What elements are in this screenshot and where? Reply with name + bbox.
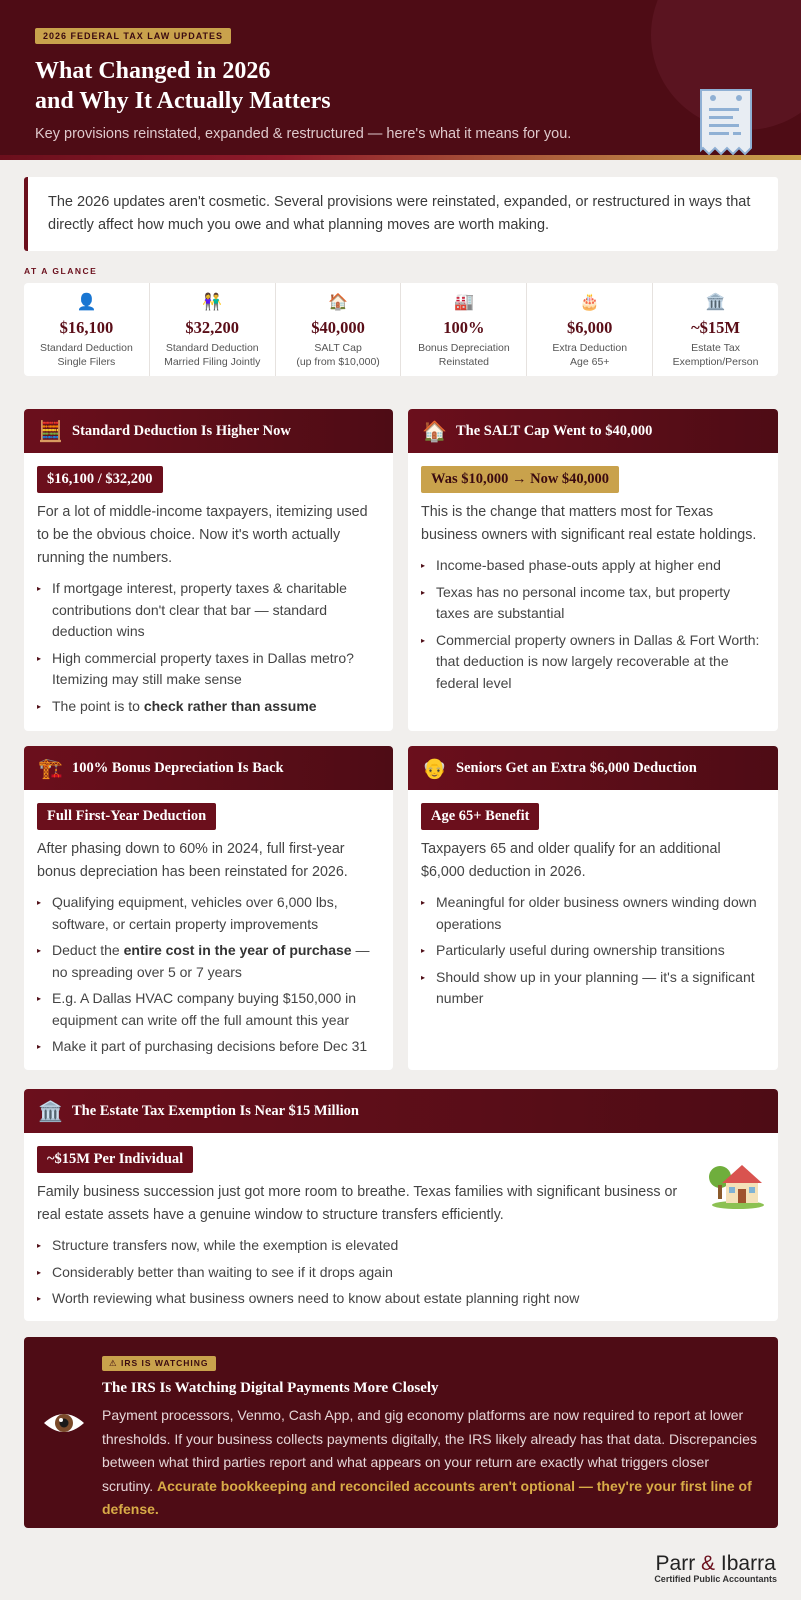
card-paragraph: For a lot of middle-income taxpayers, itemizing used to be the obvious choice. Now it's worth actually running the numbers. <box>37 504 368 566</box>
couple-icon: 👫 <box>202 294 223 311</box>
irs-text: Payment processors, Venmo, Cash App, and gig economy platforms are now required to report at lower thresholds. If your business collects payments digitally, the IRS likely already has that data. Discrepancies between what third parties report and what appears on your return are exactly what triggers closer scrutiny. Accurate bookkeeping and reconciled accounts aren't optional — they're your first line of defense. <box>102 1407 757 1517</box>
logo-name: Parr & Ibarra <box>655 1552 776 1575</box>
house-icon: 🏠 <box>422 420 447 443</box>
card-paragraph: Family business succession just got more room to breathe. Texas families with significant business or real estate assets have a genuine window to structure transfers efficiently. <box>37 1184 678 1223</box>
card-header <box>24 1089 778 1133</box>
list-item: ▸ Meaningful for older business owners winding down operations <box>421 892 765 935</box>
bullet-list <box>37 892 380 1058</box>
card-header <box>408 746 778 790</box>
list-item: ▸ Considerably better than waiting to see if it drops again <box>37 1262 688 1284</box>
card-title: Seniors Get an Extra $6,000 Deduction <box>456 759 697 776</box>
stat-label: SALT Cap (up from $10,000) <box>296 342 380 368</box>
bank-building-icon: 🏛️ <box>38 1100 63 1123</box>
list-item: ▸ Should show up in your planning — it's a significant number <box>421 967 765 1010</box>
intro-callout: The 2026 updates aren't cosmetic. Several provisions were reinstated, expanded, or restructured in ways that directly affect how much you owe and what planning moves are worth making. <box>24 177 778 251</box>
glance-stats <box>24 283 778 376</box>
irs-title: The IRS Is Watching Digital Payments More Closely <box>102 1380 439 1396</box>
card-badge: ~$15M Per Individual <box>37 1146 193 1173</box>
stat-value: 100% <box>443 318 485 337</box>
card-seniors <box>408 746 778 1070</box>
list-item: ▸ Qualifying equipment, vehicles over 6,000 lbs, software, or certain property improvements <box>37 892 380 935</box>
construction-crane-icon: 🏗️ <box>38 757 63 780</box>
irs-callout <box>24 1337 778 1528</box>
stat-salt-cap <box>276 283 402 376</box>
stat-estate-tax <box>653 283 778 376</box>
stat-label: Extra Deduction Age 65+ <box>552 342 628 368</box>
stat-value: $16,100 <box>59 318 114 337</box>
stat-standard-married <box>150 283 276 376</box>
bullet-list <box>421 555 765 694</box>
list-item: ▸ If mortgage interest, property taxes & charitable contributions don't clear that bar — standard deduction wins <box>37 578 380 643</box>
list-item: ▸ Commercial property owners in Dallas & Fort Worth: that deduction is now largely recoverable at the federal level <box>421 630 765 695</box>
card-paragraph: After phasing down to 60% in 2024, full first-year bonus depreciation has been reinstated for 2026. <box>37 841 348 880</box>
card-header <box>24 409 393 453</box>
card-header <box>24 746 393 790</box>
stat-value: $40,000 <box>311 318 365 337</box>
stat-bonus-depreciation <box>401 283 527 376</box>
card-title: 100% Bonus Depreciation Is Back <box>72 759 284 776</box>
bank-building-icon: 🏛️ <box>705 294 726 311</box>
stat-standard-single <box>24 283 150 376</box>
card-standard-deduction <box>24 409 393 731</box>
page-title: What Changed in 2026 and Why It Actually Matters <box>35 58 331 114</box>
stat-label: Bonus Depreciation Reinstated <box>418 342 510 368</box>
list-item: ▸ E.g. A Dallas HVAC company buying $150,000 in equipment can write off the full amount this year <box>37 988 380 1031</box>
company-logo <box>654 1552 777 1584</box>
factory-icon: 🏭 <box>453 294 474 311</box>
stat-value: $32,200 <box>185 318 240 337</box>
card-title: The SALT Cap Went to $40,000 <box>456 422 653 439</box>
irs-tag: ⚠ IRS IS WATCHING <box>102 1356 216 1371</box>
card-badge: Age 65+ Benefit <box>421 803 539 830</box>
glance-label: AT A GLANCE <box>24 266 98 276</box>
list-item: ▸ Particularly useful during ownership transitions <box>421 940 765 962</box>
house-icon: 🏠 <box>328 294 349 311</box>
card-badge: Full First-Year Deduction <box>37 803 216 830</box>
bullet-list <box>37 578 380 717</box>
single-person-icon: 👤 <box>76 294 97 311</box>
bullet-list <box>37 1235 688 1310</box>
page-subtitle: Key provisions reinstated, expanded & restructured — here's what it means for you. <box>35 126 572 142</box>
stat-extra-deduction <box>527 283 653 376</box>
bullet-list <box>421 892 765 1010</box>
card-paragraph: This is the change that matters most for Texas business owners with significant real estate holdings. <box>421 504 757 543</box>
card-paragraph: Taxpayers 65 and older qualify for an additional $6,000 deduction in 2026. <box>421 841 721 880</box>
irs-emphasis: Accurate bookkeeping and reconciled accounts aren't optional — they're your first line of defense. <box>102 1477 752 1517</box>
receipt-icon <box>697 86 755 156</box>
stat-label: Standard Deduction Single Filers <box>40 342 133 368</box>
stat-label: Estate Tax Exemption/Person <box>672 342 759 368</box>
card-badge: $16,100 / $32,200 <box>37 466 163 493</box>
list-item: ▸ Worth reviewing what business owners need to know about estate planning right now <box>37 1288 688 1310</box>
card-bonus-depreciation <box>24 746 393 1070</box>
list-item: ▸ Deduct the entire cost in the year of purchase — no spreading over 5 or 7 years <box>37 940 380 983</box>
stat-value: $6,000 <box>567 318 613 337</box>
abacus-icon: 🧮 <box>38 420 63 443</box>
page-header <box>0 0 801 160</box>
list-item: ▸ The point is to check rather than assume <box>37 696 380 718</box>
card-title: Standard Deduction Is Higher Now <box>72 422 291 439</box>
stat-value: ~$15M <box>691 318 740 337</box>
card-header <box>408 409 778 453</box>
birthday-cake-icon: 🎂 <box>579 294 600 311</box>
card-salt-cap <box>408 409 778 731</box>
list-item: ▸ Texas has no personal income tax, but property taxes are substantial <box>421 582 765 625</box>
older-man-icon: 👴 <box>422 757 447 780</box>
card-estate-tax <box>24 1089 778 1321</box>
header-accent-bar <box>0 155 801 160</box>
header-tag: 2026 FEDERAL TAX LAW UPDATES <box>35 28 231 44</box>
list-item: ▸ Make it part of purchasing decisions before Dec 31 <box>37 1036 380 1058</box>
list-item: ▸ High commercial property taxes in Dallas metro? Itemizing may still make sense <box>37 648 380 691</box>
logo-subtitle: Certified Public Accountants <box>654 1574 777 1584</box>
card-title: The Estate Tax Exemption Is Near $15 Million <box>72 1102 359 1119</box>
list-item: ▸ Income-based phase-outs apply at higher end <box>421 555 765 577</box>
list-item: ▸ Structure transfers now, while the exemption is elevated <box>37 1235 688 1257</box>
house-with-garden-icon <box>708 1155 764 1209</box>
card-badge: Was $10,000 → Now $40,000 <box>421 466 619 493</box>
stat-label: Standard Deduction Married Filing Jointly <box>164 342 261 368</box>
eye-icon <box>42 1401 86 1445</box>
